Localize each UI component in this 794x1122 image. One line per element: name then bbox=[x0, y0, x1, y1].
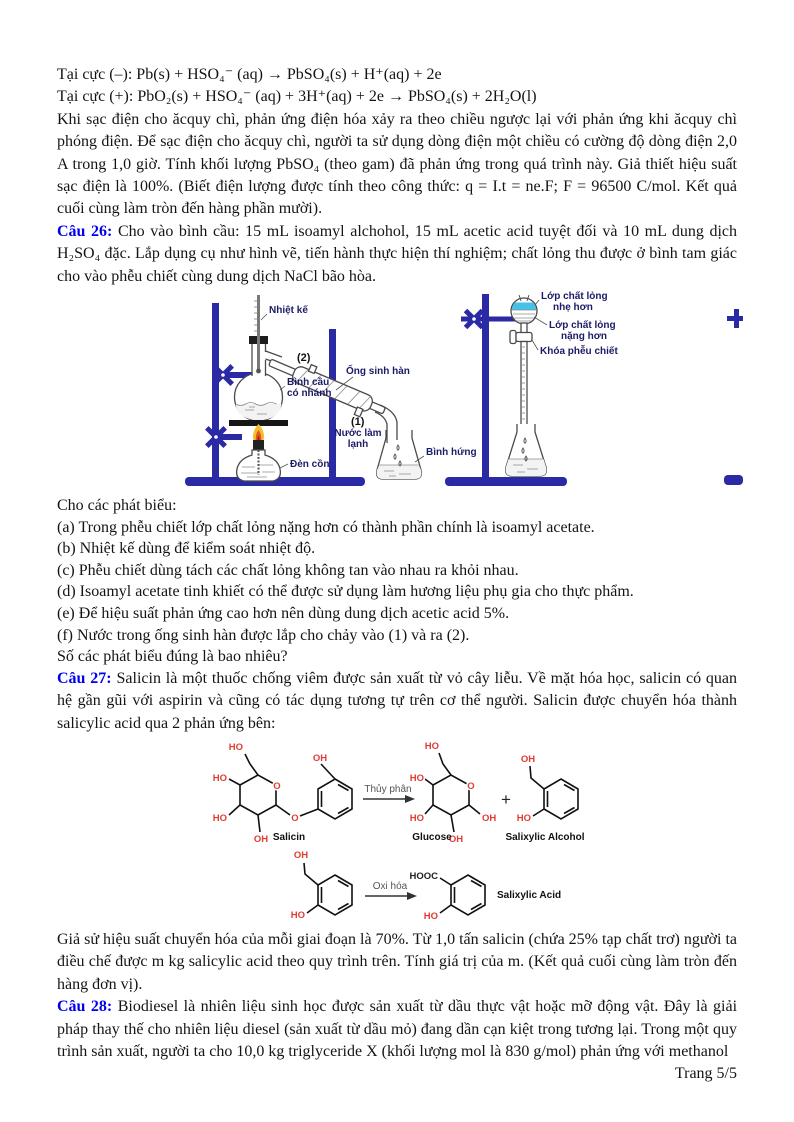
ho-label: HO bbox=[290, 910, 305, 922]
salixylic-alcohol-name: Salixylic Alcohol bbox=[505, 832, 585, 844]
oh-label: OH bbox=[482, 813, 497, 825]
collection-flask bbox=[506, 424, 547, 476]
stopcock bbox=[516, 333, 532, 342]
ho-label: HO bbox=[212, 813, 227, 825]
salicin-name: Salicin bbox=[272, 832, 306, 844]
salixylic-alcohol-structure bbox=[505, 754, 584, 843]
question-26-paragraph bbox=[57, 221, 737, 288]
hooc-label: HOOC bbox=[409, 871, 438, 883]
flask-label-line2: có nhánh bbox=[287, 388, 332, 400]
reaction-scheme-drawing bbox=[183, 737, 703, 929]
ho-label: HO bbox=[212, 773, 227, 785]
upper-liquid-layer bbox=[511, 303, 537, 311]
lower-layer-leader bbox=[534, 317, 547, 325]
question-26-statements bbox=[57, 495, 737, 668]
condenser-label: Ống sinh hàn bbox=[346, 366, 410, 378]
ring-o-label: O bbox=[273, 781, 281, 793]
receiver-label: Bình hứng bbox=[426, 447, 477, 459]
oh-label: OH bbox=[520, 754, 536, 766]
oxidation-label: Oxi hóa bbox=[372, 881, 408, 893]
lamp-leader-line bbox=[280, 464, 288, 468]
lamp-label: Đèn cồn bbox=[290, 459, 330, 471]
statement-a: (a) Trong phễu chiết lớp chất lỏng nặng hơn có thành phần chính là isoamyl acetate. bbox=[57, 518, 595, 536]
glycosidic-o-label: O bbox=[291, 813, 299, 825]
cooling-water-label-line2: lạnh bbox=[347, 439, 369, 451]
port-2-label: (2) bbox=[297, 352, 311, 365]
alcohol-lamp bbox=[237, 440, 281, 481]
question-27-paragraph bbox=[57, 668, 737, 735]
distillation-apparatus-drawing bbox=[183, 289, 743, 493]
page-number: Trang 5/5 bbox=[674, 1065, 737, 1083]
port-1-label: (1) bbox=[351, 416, 365, 429]
oxidation-arrow bbox=[365, 881, 417, 900]
statements-question: Số các phát biểu đúng là bao nhiêu? bbox=[57, 648, 288, 666]
stopcock-leader bbox=[532, 340, 538, 350]
question-27-conclusion: Giả sử hiệu suất chuyển hóa của mỗi giai đoạn là 70%. Từ 1,0 tấn salicin (chứa 25% tạp chất trơ) người ta điều chế được m kg salicylic acid theo quy trình trên. Tính giá trị của m. (Kết quả cuối cùng làm tròn đến hàng đơn vị). bbox=[57, 931, 737, 993]
question-26-label: Câu 26: bbox=[57, 222, 113, 240]
lower-layer-label-line1: Lớp chất lỏng bbox=[549, 320, 616, 332]
statement-d: (d) Isoamyl acetate tinh khiết có thể được sử dụng làm hương liệu phụ gia cho thực phẩm. bbox=[57, 583, 634, 601]
electrode-negative-equation: Tại cực (–): Pb(s) + HSO₄⁻ (aq) → PbSO₄(s) + H⁺(aq) + 2e bbox=[57, 66, 442, 83]
ho-label: HO bbox=[516, 813, 531, 825]
benzyl-alcohol-structure bbox=[291, 850, 352, 921]
question-28-text: Biodiesel là nhiên liệu sinh học được sản xuất từ dầu thực vật hoặc mỡ động vật. Đây là giải pháp thay thế cho nhiên liệu diesel (sản xuất từ dầu mỏ) đang dần cạn kiệt trong tương lại. Trong một quy trình sản xuất, người ta cho 10,0 kg triglyceride X (khối lượng mol là 830 g/mol) phản ứng với methanol bbox=[57, 998, 738, 1061]
statement-b: (b) Nhiệt kế dùng để kiểm soát nhiệt độ. bbox=[57, 540, 316, 558]
receiver-flask bbox=[377, 430, 422, 479]
statement-c: (c) Phễu chiết dùng tách các chất lỏng không tan vào nhau ra khỏi nhau. bbox=[57, 561, 519, 579]
cooling-water-label-line1: Nước làm bbox=[334, 428, 382, 440]
question-28-paragraph bbox=[57, 996, 737, 1063]
salixylic-acid-structure bbox=[410, 871, 562, 922]
question-26-text: Cho vào bình cầu: 15 mL isoamyl alchohol, 15 mL acetic acid tuyệt đối và 10 mL dung dịch H₂SO₄ đặc. Lắp dụng cụ như hình vẽ, tiến hành thực hiện thí nghiệm; chất lỏng thu được ở bình tam giác cho vào phễu chiết cùng dung dịch NaCl bão hòa. bbox=[57, 222, 738, 285]
ho-label: HO bbox=[423, 911, 438, 923]
stopcock-label: Khóa phễu chiết bbox=[540, 346, 618, 358]
glucose-name: Glucose bbox=[412, 832, 452, 844]
ho-label: HO bbox=[424, 741, 439, 753]
flask-label-line1: Bình cầu bbox=[287, 377, 330, 389]
ring-o-label: O bbox=[467, 781, 475, 793]
statement-f: (f) Nước trong ống sinh hàn được lắp cho chảy vào (1) và ra (2). bbox=[57, 626, 470, 644]
upper-layer-leader bbox=[535, 300, 539, 305]
salixylic-acid-name: Salixylic Acid bbox=[497, 890, 562, 902]
salicin-reaction-figure bbox=[183, 737, 737, 929]
glucose-structure bbox=[410, 741, 497, 845]
distillation-figure bbox=[183, 289, 737, 493]
electrode-positive-equation: Tại cực (+): PbO₂(s) + HSO₄⁻ (aq) + 3H⁺(aq) + 2e → PbSO₄(s) + 2H₂O(l) bbox=[57, 88, 537, 106]
lower-clamp bbox=[205, 426, 242, 448]
oh-label: OH bbox=[448, 834, 464, 846]
oh-label: OH bbox=[253, 834, 269, 846]
statements-intro: Cho các phát biểu: bbox=[57, 497, 177, 515]
lower-layer-label-line2: nặng hơn bbox=[561, 331, 607, 343]
oh-label: OH bbox=[312, 753, 328, 765]
thermometer-leader-line bbox=[261, 314, 267, 320]
stopcock-knob bbox=[510, 331, 516, 344]
plus-sign: + bbox=[501, 790, 511, 810]
question-27-text: Salicin là một thuốc chống viêm được sản xuất từ vỏ cây liễu. Về mặt hóa học, salicin có quan hệ gần gũi với aspirin và cũng có tác dụng tương tự trên cơ thể người. Salicin được chuyển hóa thành salicylic acid qua 2 phản ứng bên: bbox=[57, 669, 738, 732]
stand-fragment bbox=[724, 309, 743, 485]
thermometer-label: Nhiệt kế bbox=[269, 305, 308, 317]
hydrolysis-arrow bbox=[363, 783, 415, 803]
statement-e: (e) Để hiệu suất phản ứng cao hơn nên dùng dung dịch acetic acid 5%. bbox=[57, 605, 510, 623]
question-27-label: Câu 27: bbox=[57, 669, 112, 687]
upper-layer-label-line2: nhẹ hơn bbox=[553, 302, 593, 314]
question-28-label: Câu 28: bbox=[57, 998, 113, 1016]
ho-label: HO bbox=[409, 813, 424, 825]
charging-paragraph: Khi sạc điện cho ăcquy chì, phản ứng điện hóa xảy ra theo chiều ngược lại với phản ứng khi ăcquy chì phóng điện. Để sạc điện cho ăcquy chì, người ta sử dụng dòng điện một chiều có cường độ dòng điện 2,0 A trong 1,0 giờ. Tính khối lượng PbSO₄ (theo gam) đã phản ứng trong quá trình này. Giả thiết hiệu suất sạc điện là 100%. (Biết điện lượng được tính theo công thức: q = I.t = ne.F; F = 96500 C/mol. Kết quả cuối cùng làm tròn đến hàng phần mười). bbox=[57, 110, 737, 218]
ho-label: HO bbox=[409, 773, 424, 785]
ho-label: HO bbox=[228, 742, 243, 754]
salicin-structure bbox=[213, 742, 352, 845]
upper-layer-label-line1: Lớp chất lỏng bbox=[541, 291, 608, 303]
separating-funnel bbox=[510, 295, 537, 425]
hydrolysis-label: Thủy phân bbox=[364, 784, 412, 796]
oh-label: OH bbox=[293, 850, 309, 862]
